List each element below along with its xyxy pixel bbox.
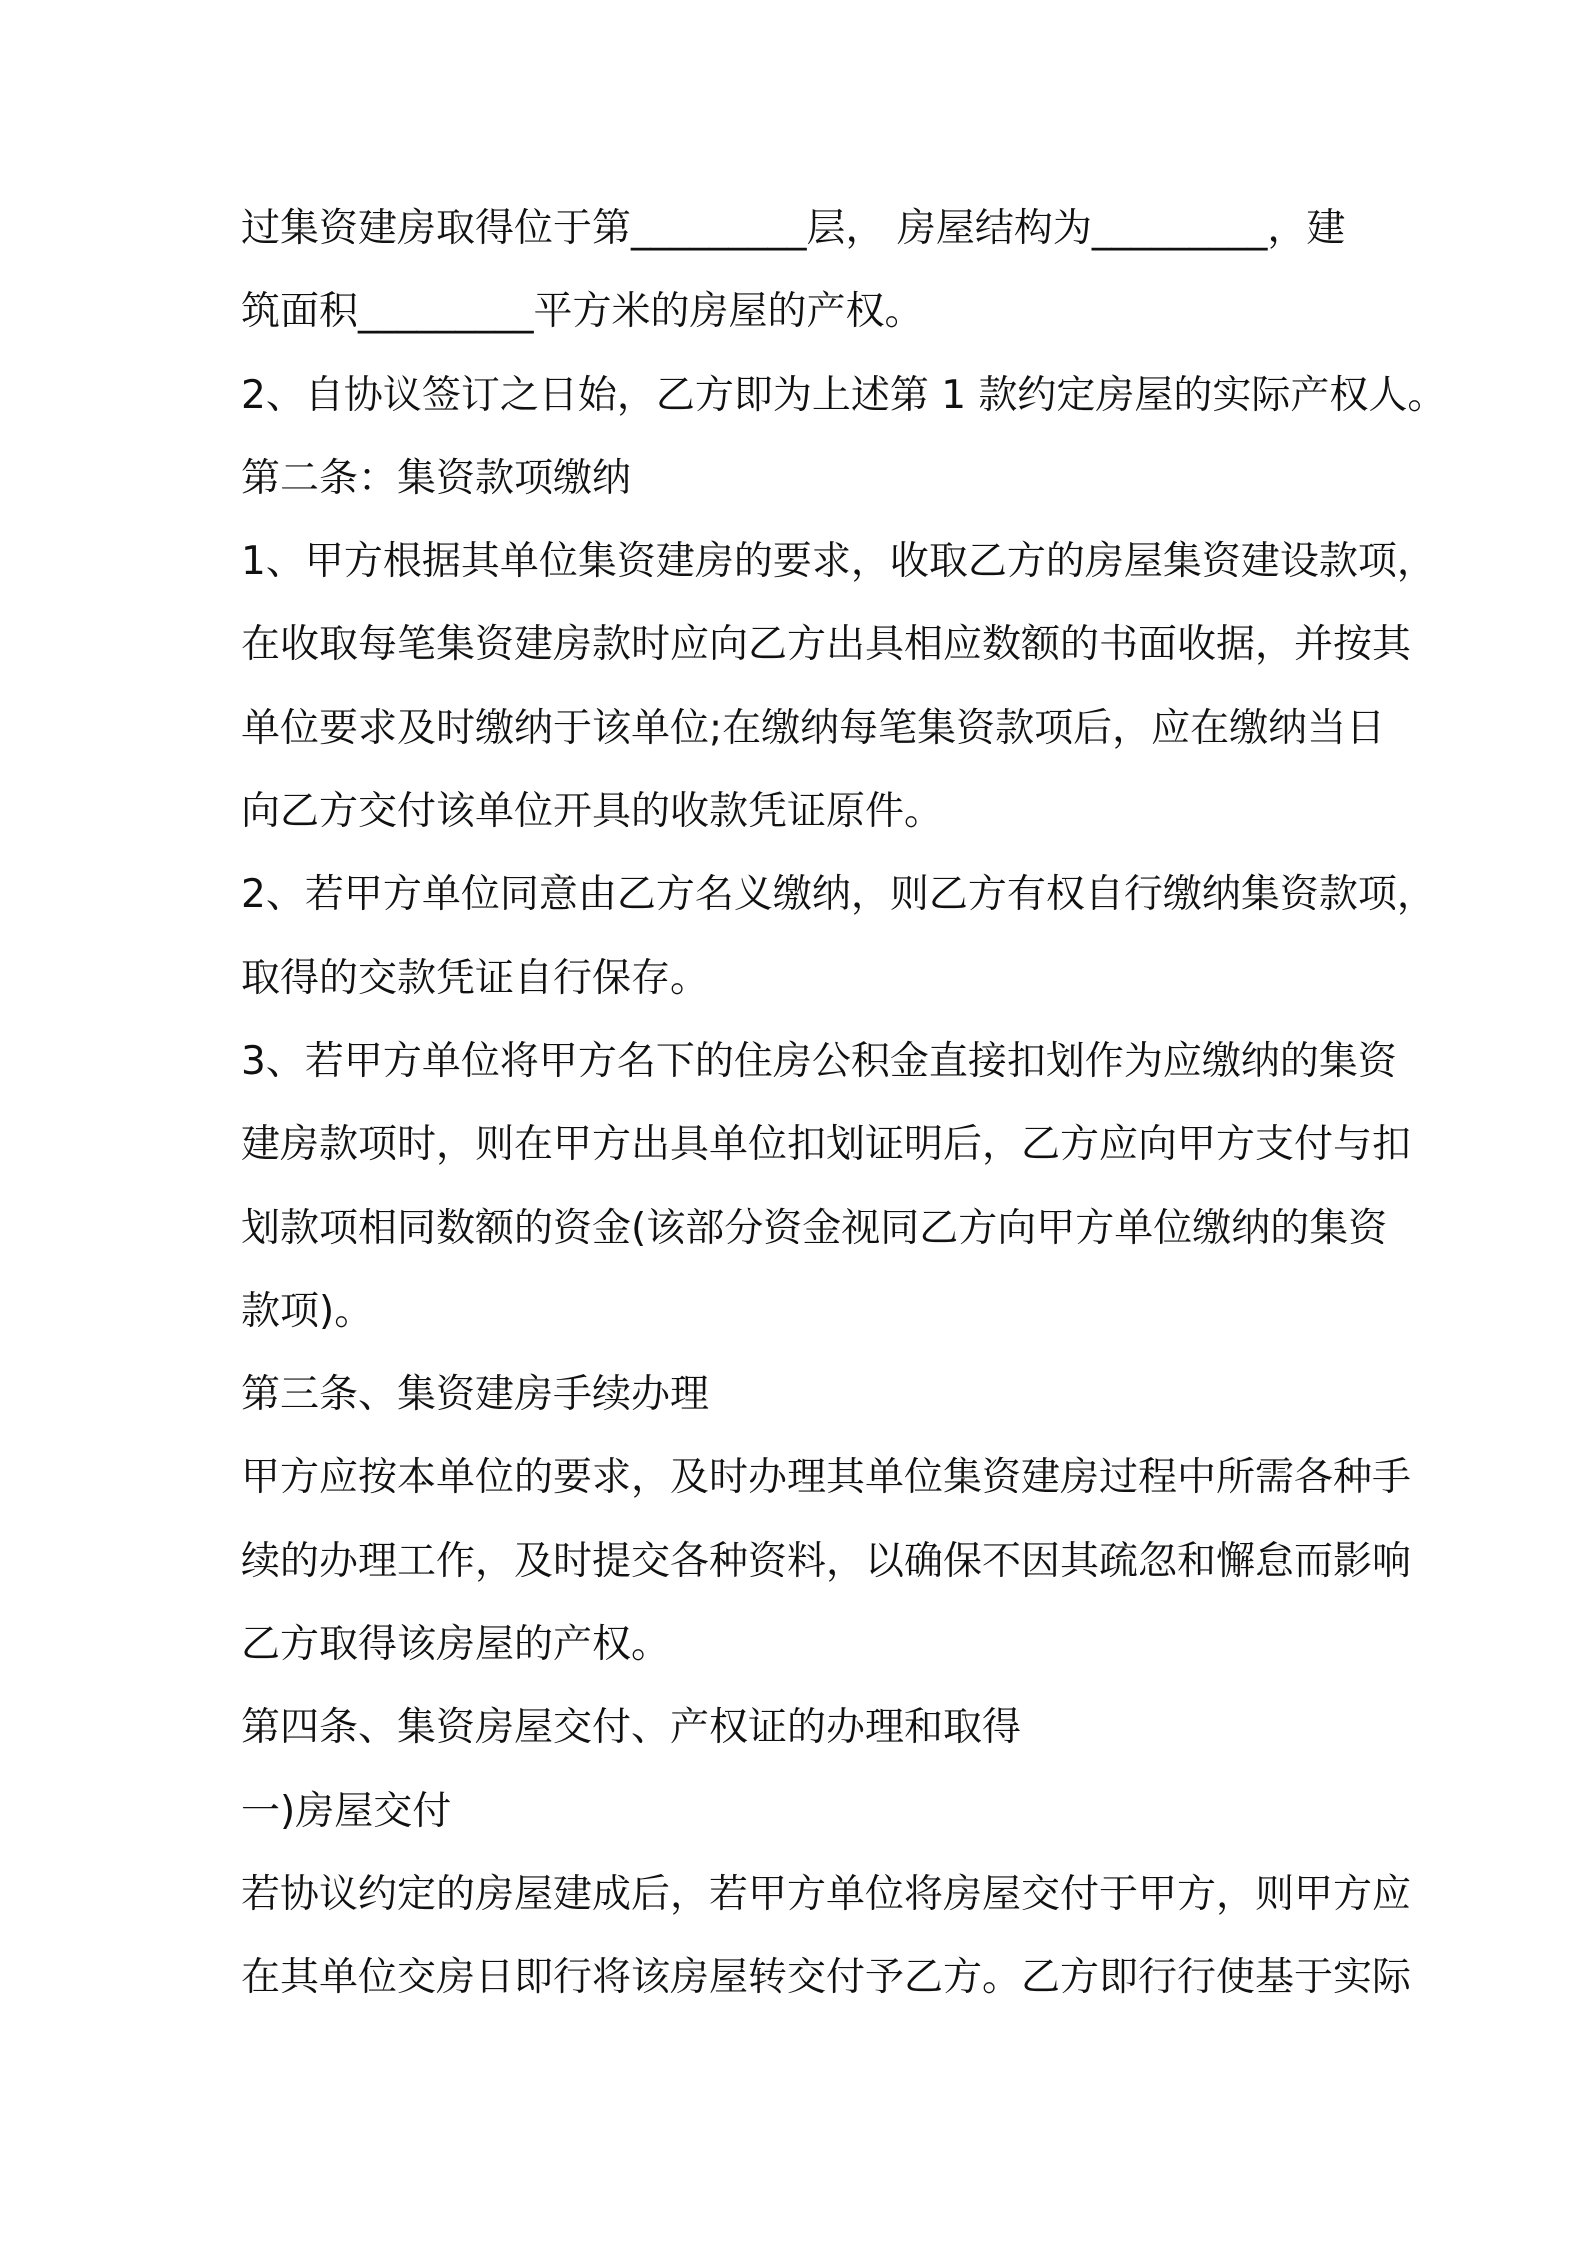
text-line: 若协议约定的房屋建成后，若甲方单位将房屋交付于甲方，则甲方应 — [241, 1871, 1412, 1917]
text-line: 2、自协议签订之日始，乙方即为上述第 1 款约定房屋的实际产权人。 — [241, 372, 1447, 418]
text-line: 取得的交款凭证自行保存。 — [241, 955, 710, 1001]
document-body — [241, 198, 1447, 2031]
section-heading: 第四条、集资房屋交付、产权证的办理和取得 — [241, 1705, 1022, 1751]
text-line: 单位要求及时缴纳于该单位;在缴纳每笔集资款项后，应在缴纳当日 — [241, 705, 1386, 751]
text-line: 3、若甲方单位将甲方名下的住房公积金直接扣划作为应缴纳的集资 — [241, 1038, 1397, 1084]
text-line: 甲方应按本单位的要求，及时办理其单位集资建房过程中所需各种手 — [241, 1455, 1412, 1501]
section-heading: 第二条：集资款项缴纳 — [241, 455, 632, 501]
text-line: 在收取每笔集资建房款时应向乙方出具相应数额的书面收据，并按其 — [241, 622, 1412, 668]
text-line: 向乙方交付该单位开具的收款凭证原件。 — [241, 789, 944, 835]
text-line: 乙方取得该房屋的产权。 — [241, 1622, 671, 1668]
text-line: 划款项相同数额的资金(该部分资金视同乙方向甲方单位缴纳的集资 — [241, 1205, 1388, 1251]
subsection-heading: 一)房屋交付 — [241, 1788, 452, 1834]
text-line: 续的办理工作，及时提交各种资料，以确保不因其疏忽和懈怠而影响 — [241, 1538, 1412, 1584]
text-line: 款项)。 — [241, 1288, 374, 1334]
section-heading: 第三条、集资建房手续办理 — [241, 1372, 710, 1418]
text-line: 过集资建房取得位于第_________层， 房屋结构为_________，建 — [241, 206, 1346, 251]
text-line: 建房款项时，则在甲方出具单位扣划证明后，乙方应向甲方支付与扣 — [241, 1122, 1412, 1168]
text-line: 1、甲方根据其单位集资建房的要求，收取乙方的房屋集资建设款项， — [241, 539, 1436, 585]
text-line: 2、若甲方单位同意由乙方名义缴纳，则乙方有权自行缴纳集资款项， — [241, 872, 1436, 918]
text-line: 在其单位交房日即行将该房屋转交付予乙方。乙方即行行使基于实际 — [241, 1955, 1412, 2001]
text-line: 筑面积_________平方米的房屋的产权。 — [241, 289, 924, 335]
